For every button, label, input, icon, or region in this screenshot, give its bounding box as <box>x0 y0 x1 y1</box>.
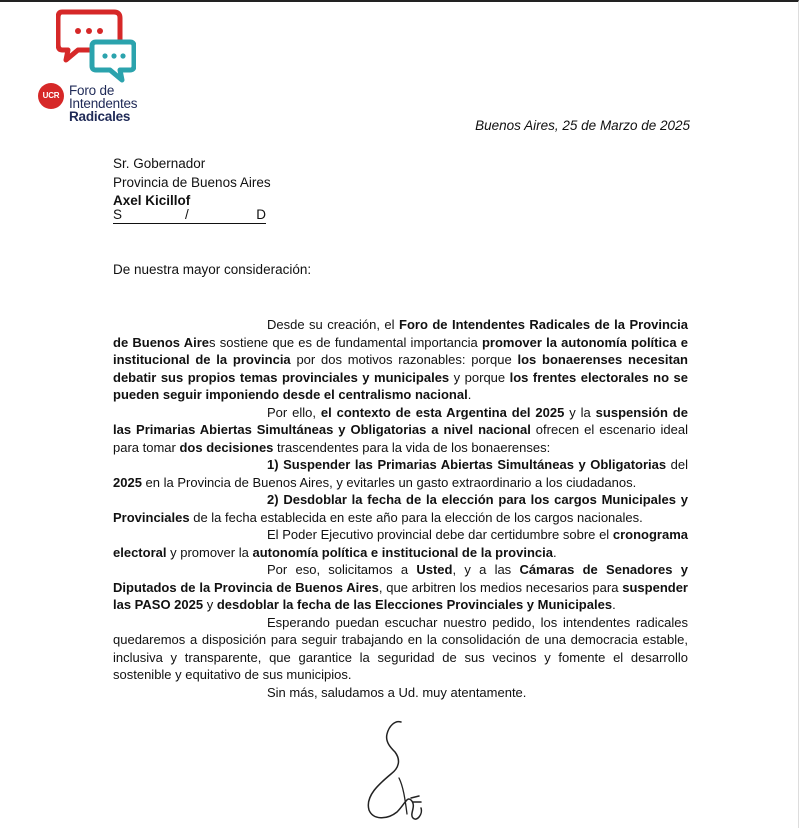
bold-text: Usted <box>416 562 453 577</box>
text: . <box>467 387 472 402</box>
bold-text: suspender las PASO 2025 <box>113 579 688 612</box>
sd-s: S <box>113 207 123 222</box>
bold-text: los frentes electorales no se pueden seguir imponiendo desde el centralismo nacional <box>113 369 688 402</box>
text: . <box>552 544 557 560</box>
paragraph-6 <box>113 561 688 614</box>
text: Desde su creación, el <box>267 317 400 332</box>
sd-line <box>113 207 266 224</box>
text: y <box>203 597 217 612</box>
addressee-title: Sr. Gobernador <box>113 156 206 171</box>
logo-text-intendentes: Intendentes <box>69 96 138 111</box>
text: Por eso, solicitamos a <box>267 562 417 577</box>
bold-text: 1) Suspender las Primarias Abiertas Simultáneas y Obligatorias <box>267 457 667 472</box>
closing-line: Sin más, saludamos a Ud. muy atentamente. <box>267 684 527 700</box>
text: El Poder Ejecutivo provincial debe dar certidumbre sobre el <box>267 527 613 542</box>
addressee-block <box>113 155 271 211</box>
bold-text: los bonaerenses necesitan debatir sus propios temas provinciales y municipales <box>113 352 688 385</box>
bold-text: suspensión de las Primarias Abiertas Simultáneas y Obligatorias a nivel nacional <box>113 404 688 437</box>
text: de la fecha establecida en este año para la elección de los cargos nacionales. <box>189 509 643 525</box>
text: y promover la <box>166 544 253 560</box>
letter-date: Buenos Aires, 25 de Marzo de 2025 <box>475 118 690 133</box>
bold-text: Cámaras de Senadores y Diputados de la Provincia de Buenos Aires <box>113 562 688 595</box>
paragraph-3 <box>113 456 688 491</box>
text: en la Provincia de Buenos Aires, y evitarles un gasto extraordinario a los ciudadanos. <box>141 474 637 490</box>
paragraph-7: Esperando puedan escuchar nuestro pedido, los intendentes radicales quedaremos a disposición para seguir trabajando en la consolidación de una democracia estable, inclusiva y transparente, que garantice la seguridad de sus vecinos y fomente el desarrollo sostenible y equitativo de sus municipios. <box>113 614 688 682</box>
text: y porque <box>449 369 510 385</box>
bold-text: 2025 <box>113 474 142 490</box>
bold-text: cronograma electoral <box>113 527 688 560</box>
letter-body <box>113 316 688 701</box>
addressee-name: Axel Kicillof <box>113 193 191 208</box>
sd-d: D <box>256 207 266 222</box>
bold-text: el contexto de esta Argentina del 2025 <box>320 404 565 420</box>
text: por dos motivos razonables: porque <box>290 352 518 367</box>
paragraph-1 <box>113 316 688 404</box>
text: Por ello, <box>267 404 321 420</box>
sd-slash: / <box>185 207 189 222</box>
text: , y a las <box>452 562 520 577</box>
text: ofrecen el escenario ideal para tomar <box>113 422 688 455</box>
bold-text: promover la autonomía política e institucional de la provincia <box>113 334 688 367</box>
text: del <box>666 457 688 472</box>
paragraph-2 <box>113 404 688 457</box>
bold-text: Foro de Intendentes Radicales de la Provincia de Buenos Aire <box>113 317 689 350</box>
ucr-badge: UCR <box>38 83 64 109</box>
text: y la <box>564 404 596 420</box>
paragraph-5 <box>113 526 688 561</box>
text: , que arbitren los medios necesarios para <box>378 579 623 595</box>
paragraph-4 <box>113 491 688 526</box>
bold-text: 2) Desdoblar la fecha de la elección para los cargos Municipales y Provinciales <box>113 492 688 525</box>
logo-text-foro: Foro de <box>69 83 115 98</box>
speech-bubbles-icon <box>56 8 136 88</box>
text: . <box>612 597 616 612</box>
salutation: De nuestra mayor consideración: <box>113 262 312 277</box>
logo-text-radicales: Radicales <box>69 109 131 124</box>
handwritten-signature <box>355 718 445 824</box>
bold-text: autonomía política e institucional de la provincia <box>252 544 553 560</box>
text: s sostiene que es de fundamental importancia <box>209 334 482 350</box>
bold-text: dos decisiones <box>179 439 274 455</box>
text: trascendentes para la vida de los bonaerenses: <box>273 439 551 455</box>
bold-text: desdoblar la fecha de las Elecciones Provinciales y Municipales <box>216 597 613 612</box>
foro-intendentes-logo <box>38 8 168 124</box>
addressee-province: Provincia de Buenos Aires <box>113 174 271 190</box>
